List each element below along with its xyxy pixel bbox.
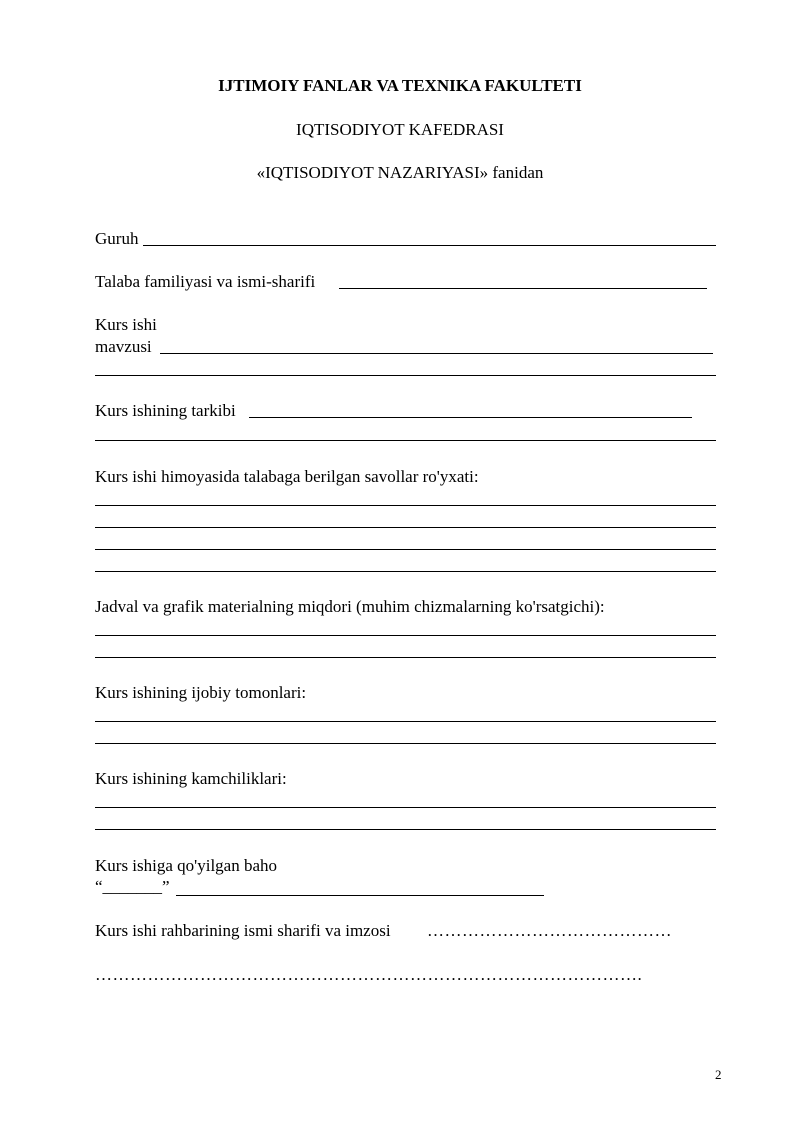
structure-blank[interactable]	[249, 417, 692, 418]
group-label: Guruh	[95, 229, 139, 248]
shortcomings-blank-2[interactable]	[95, 829, 716, 830]
positive-sides-label: Kurs ishining ijobiy tomonlari:	[95, 683, 307, 702]
structure-blank-2[interactable]	[95, 440, 716, 441]
grade-blank[interactable]	[176, 895, 544, 896]
student-name-blank[interactable]	[339, 288, 707, 289]
questions-blank-2[interactable]	[95, 527, 716, 528]
grade-quote[interactable]: “_______”	[95, 877, 170, 896]
page-number: 2	[715, 1067, 722, 1082]
shortcomings-blank-1[interactable]	[95, 807, 716, 808]
shortcomings-label: Kurs ishining kamchiliklari:	[95, 769, 287, 788]
department-title: IQTISODIYOT KAFEDRASI	[296, 120, 504, 139]
topic-label-line1: Kurs ishi	[95, 315, 157, 334]
tables-blank-1[interactable]	[95, 635, 716, 636]
subject-title: «IQTISODIYOT NAZARIYASI» fanidan	[256, 163, 544, 182]
topic-blank-2[interactable]	[95, 375, 716, 376]
topic-label-line2: mavzusi	[95, 337, 152, 356]
final-dots[interactable]: ………………………………………………………………………………….	[95, 965, 643, 984]
questions-blank-4[interactable]	[95, 571, 716, 572]
grade-label: Kurs ishiga qo'yilgan baho	[95, 856, 278, 875]
topic-blank[interactable]	[160, 353, 713, 354]
tables-blank-2[interactable]	[95, 657, 716, 658]
faculty-title: IJTIMOIY FANLAR VA TEXNIKA FAKULTETI	[218, 76, 582, 95]
supervisor-dots[interactable]: ……………………………………	[427, 921, 672, 940]
questions-blank-3[interactable]	[95, 549, 716, 550]
positive-blank-1[interactable]	[95, 721, 716, 722]
structure-label: Kurs ishining tarkibi	[95, 401, 236, 420]
defense-questions-label: Kurs ishi himoyasida talabaga berilgan savollar ro'yxati:	[95, 467, 479, 486]
student-name-label: Talaba familiyasi va ismi-sharifi	[95, 272, 316, 291]
questions-blank-1[interactable]	[95, 505, 716, 506]
supervisor-label: Kurs ishi rahbarining ismi sharifi va imzosi	[95, 921, 391, 940]
positive-blank-2[interactable]	[95, 743, 716, 744]
tables-graphics-label: Jadval va grafik materialning miqdori (muhim chizmalarning ko'rsatgichi):	[95, 597, 605, 616]
group-blank[interactable]	[143, 245, 716, 246]
